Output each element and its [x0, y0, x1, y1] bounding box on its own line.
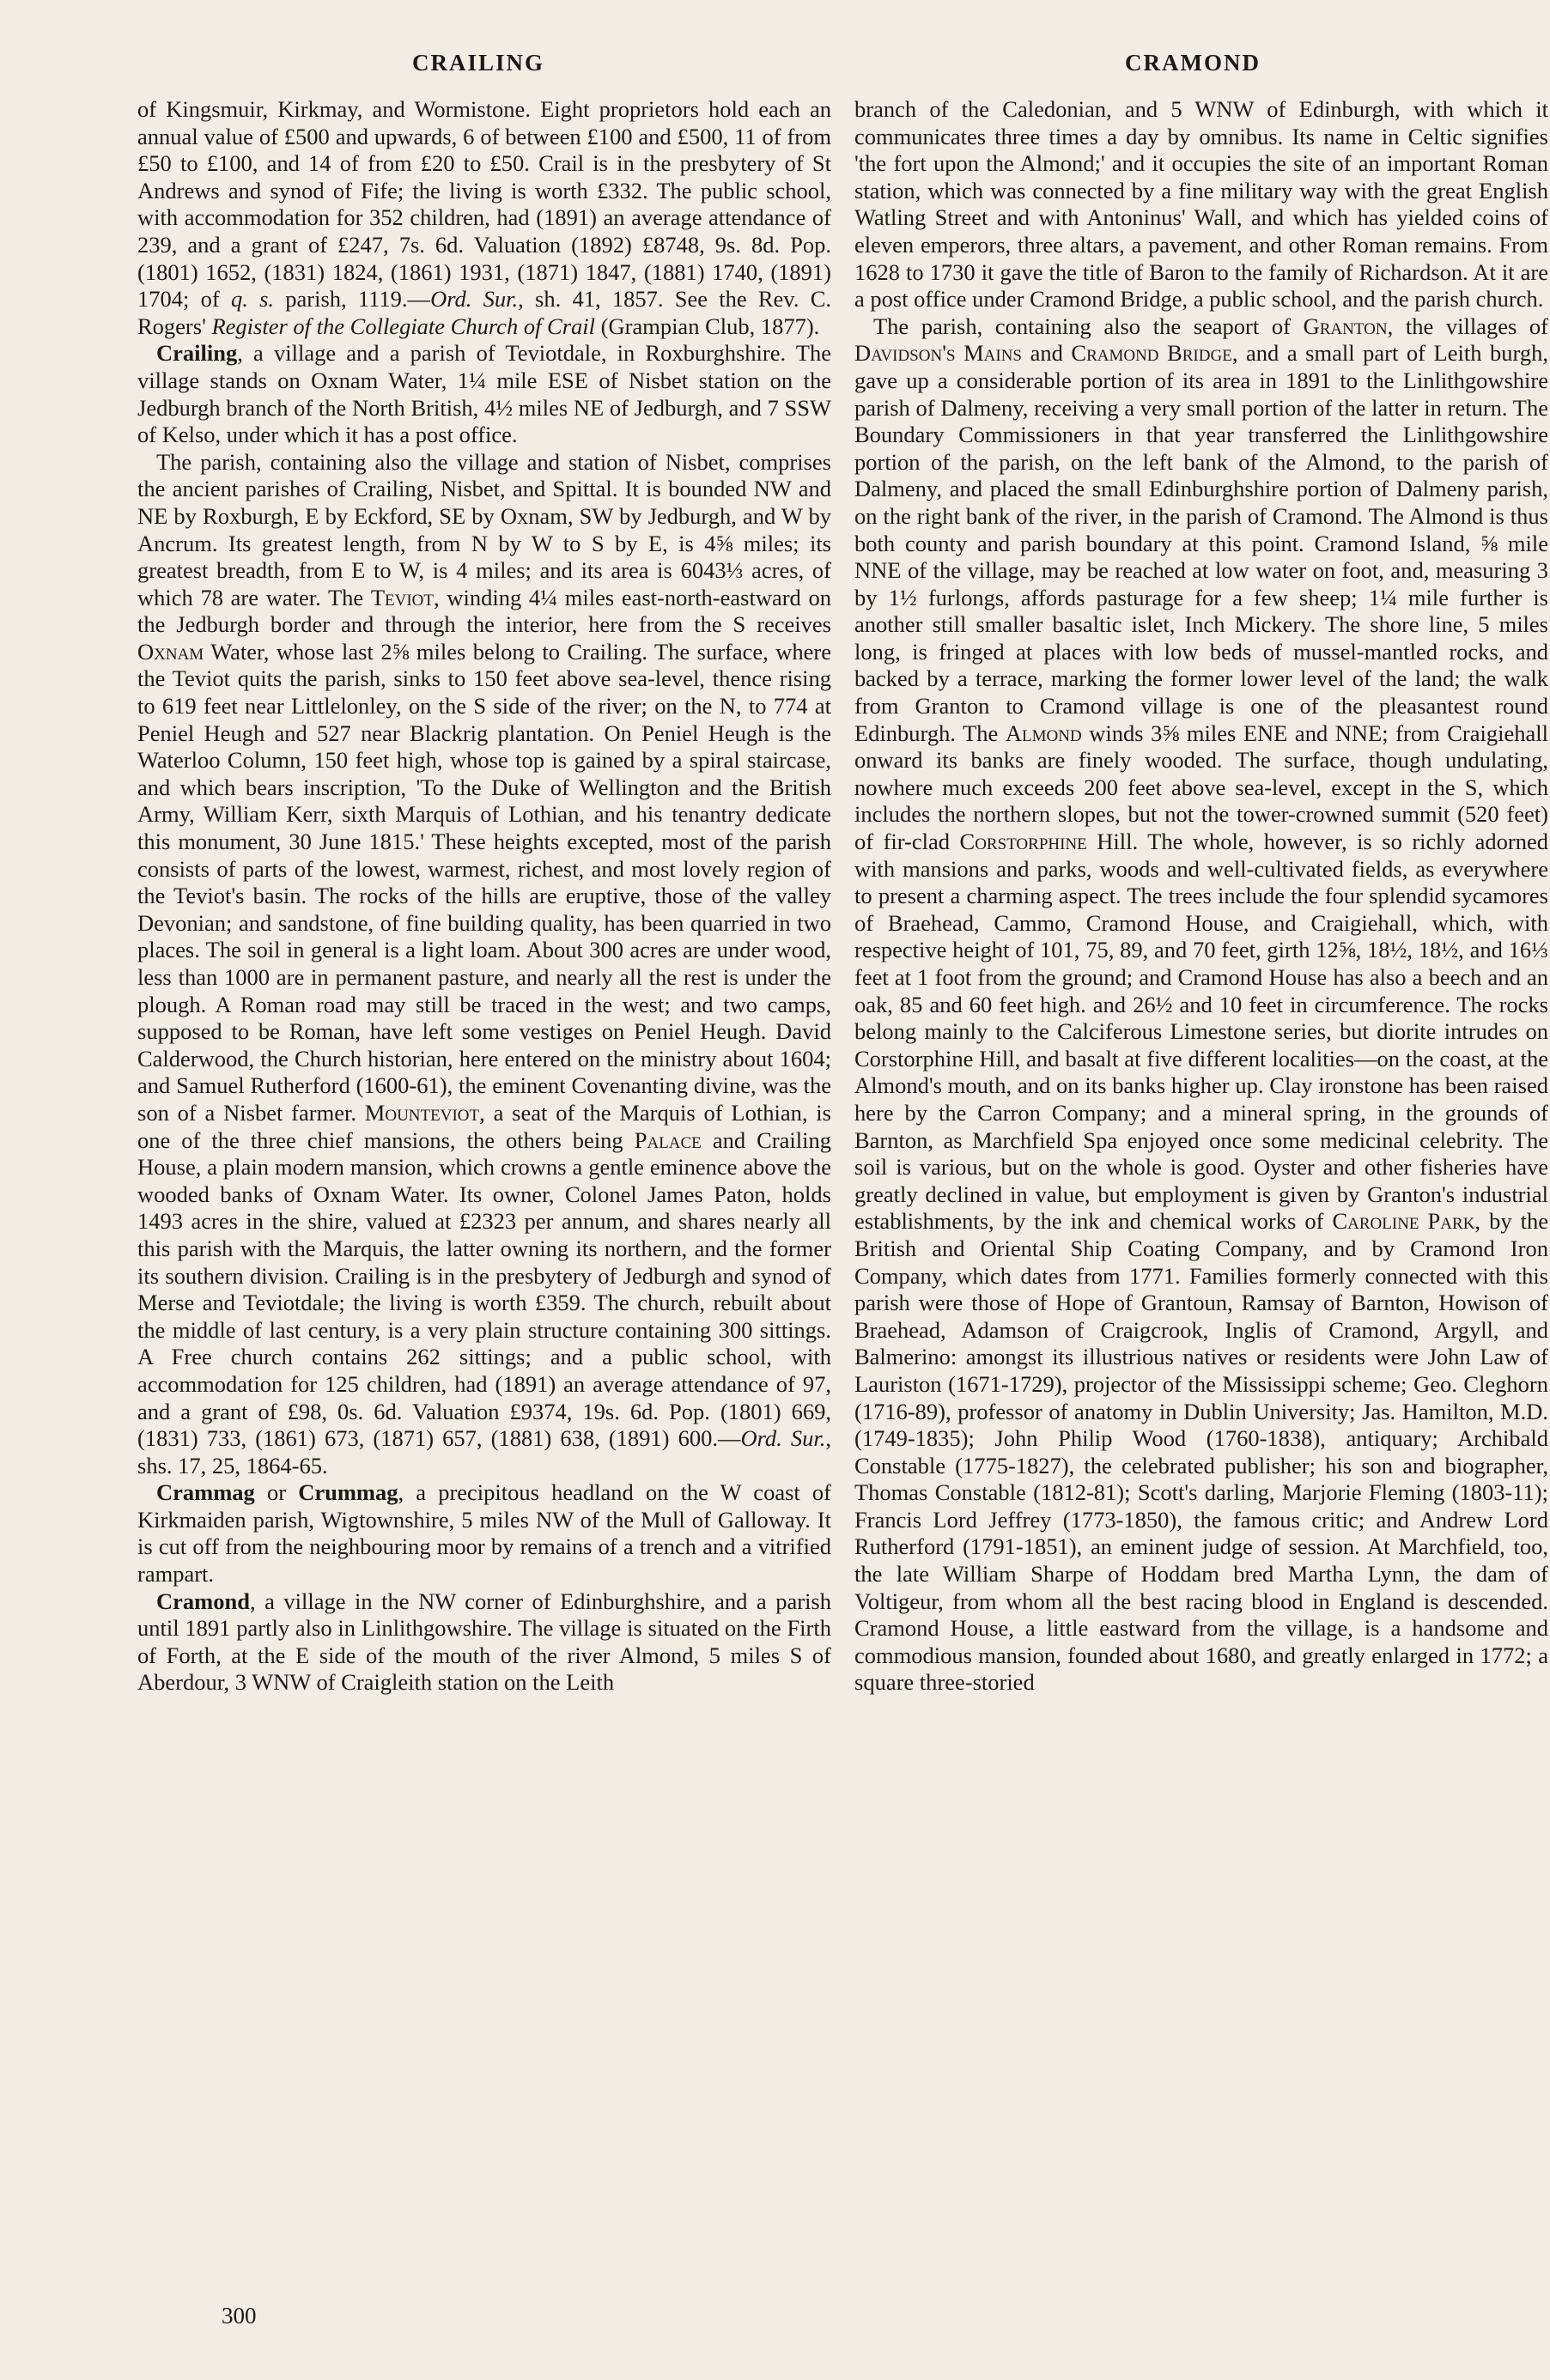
text-run: , a village in the NW corner of Edinburghshire, and a parish until 1891 partly also in Linlithgowshire. The village is situated on the Firth of Forth, at the E side of the mouth of the river Almond, 5 miles S of Aberdour, 3 WNW of Craigleith station on the Leith: [137, 1588, 831, 1696]
entry-headword: Crummag: [298, 1479, 398, 1506]
text-run: Palace: [634, 1126, 702, 1153]
text-run: Hill. The whole, however, is so richly adorned with mansions and parks, woods and well-cultivated fields, as everywhere to present a charming aspect. The trees include the four splendid sycamores of Braehead, Cammo, Cramond House, and Craigiehall, which, with respective height of 101, 75, 89, and 70 feet, girth 12⅝, 18½, 18½, and 16⅓ feet at 1 foot from the ground; and Cramond House has also a beech and an oak, 85 and 60 feet high. and 26½ and 10 feet in circumference. The rocks belong mainly to the Calciferous Limestone series, but diorite intrudes on Corstorphine Hill, and basalt at five different localities—on the coast, at the Almond's mouth, and on its banks higher up. Clay ironstone has been raised here by the Carron Company; and a mineral spring, in the grounds of Barnton, as Marchfield Spa enjoyed once some medicinal celebrity. The soil is various, but on the whole is good. Oyster and other fisheries have greatly declined in value, but employment is given by Granton's industrial establishments, by the ink and chemical works of: [854, 829, 1548, 1235]
text-run: Almond: [1005, 719, 1082, 746]
entry-headword: Crammag: [156, 1479, 255, 1506]
text-run: , sh. 41, 1857. See the Rev. C. Rogers': [137, 286, 831, 339]
text-run: , a seat of the Marquis of Lothian, is one of the three chief mansions, the others being: [137, 1099, 831, 1153]
text-run: Cramond Bridge: [1071, 340, 1232, 367]
text-run: Davidson's Mains: [854, 340, 1022, 367]
paragraph: [137, 96, 831, 340]
running-head-right: CRAMOND: [1125, 50, 1261, 76]
text-run: Corstorphine: [959, 829, 1087, 855]
text-run: branch of the Caledonian, and 5 WNW of Edinburgh, with which it communicates three times a day by omnibus. Its name in Celtic signifies 'the fort upon the Almond;' and it occupies the site of an important Roman station, which was connected by a fine military way with the great English Watling Street and with Antoninus' Wall, and which has yielded coins of eleven emperors, three altars, a pavement, and other Roman remains. From 1628 to 1730 it gave the title of Baron to the family of Richardson. At it are a post office under Cramond Bridge, a public school, and the parish church.: [854, 96, 1548, 313]
text-run: q. s.: [230, 286, 275, 313]
text-run: Register of the Collegiate Church of Crail: [211, 313, 596, 339]
text-run: , shs. 17, 25, 1864-65.: [137, 1425, 832, 1478]
running-head-left: CRAILING: [412, 50, 545, 76]
paragraph: [854, 313, 1548, 1697]
text-run: and Crailing House, a plain modern mansion, which crowns a gentle eminence above the wooded banks of Oxnam Water. Its owner, Colonel James Paton, holds 1493 acres in the shire, valued at £2323 per annum, and shares nearly all this parish with the Marquis, the latter owning its northern, and the former its southern division. Crailing is in the presbytery of Jedburgh and synod of Merse and Teviotdale; the living is worth £359. The church, rebuilt about the middle of last century, is a very plain structure containing 300 sittings. A Free church contains 262 sittings; and a public school, with accommodation for 125 children, had (1891) an average attendance of 97, and a grant of £98, 0s. 6d. Valuation £9374, 19s. 6d. Pop. (1801) 669, (1831) 733, (1861) 673, (1871) 657, (1881) 638, (1891) 600.—: [137, 1126, 831, 1452]
text-run: , winding 4¼ miles east-north-eastward on the Jedburgh border and through the interior, here from the S receives: [137, 584, 831, 638]
left-column: [137, 96, 831, 1697]
text-run: or: [254, 1479, 299, 1506]
text-run: Water, whose last 2⅝ miles belong to Crailing. The surface, where the Teviot quits the parish, sinks to 150 feet above sea-level, thence rising to 619 feet near Littlelonley, on the S side of the river; on the N, to 774 at Peniel Heugh and 527 near Blackrig plantation. On Peniel Heugh is the Waterloo Column, 150 feet high, whose top is gained by a spiral staircase, and which bears inscription, 'To the Duke of Wellington and the British Army, William Kerr, sixth Marquis of Lothian, and his tenantry dedicate this monument, 30 June 1815.' These heights excepted, most of the parish consists of parts of the lowest, warmest, richest, and most lovely region of the Teviot's basin. The rocks of the hills are eruptive, those of the valley Devonian; and sandstone, of fine building quality, has been quarried in two places. The soil in general is a light loam. About 300 acres are under wood, less than 1000 are in permanent pasture, and nearly all the rest is under the plough. A Roman road may still be traced in the west; and two camps, supposed to be Roman, have left some vestiges on Peniel Heugh. David Calderwood, the Church historian, here entered on the ministry about 1604; and Samuel Rutherford (1600-61), the eminent Covenanting divine, was the son of a Nisbet farmer.: [137, 638, 831, 1126]
text-run: parish, 1119.—: [274, 286, 431, 313]
text-run: , a precipitous headland on the W coast of Kirkmaiden parish, Wigtownshire, 5 miles NW of the Mull of Galloway. It is cut off from the neighbouring moor by remains of a trench and a vitrified rampart.: [137, 1479, 831, 1588]
text-run: winds 3⅝ miles ENE and NNE; from Craigiehall onward its banks are finely wooded. The surface, though undulating, nowhere much exceeds 200 feet above sea-level, except in the S, which includes the northern slopes, but not the tower-crowned summit (520 feet) of fir-clad: [854, 719, 1548, 855]
right-column: [854, 96, 1548, 1697]
text-run: Teviot: [370, 584, 435, 610]
text-run: Mounteviot: [364, 1099, 480, 1126]
text-run: of Kingsmuir, Kirkmay, and Wormistone. Eight proprietors hold each an annual value of £500 and upwards, 6 of between £100 and £500, 11 of from £50 to £100, and 14 of from £20 to £50. Crail is in the presbytery of St Andrews and synod of Fife; the living is worth £332. The public school, with accommodation for 352 children, had (1891) an average attendance of 239, and a grant of £247, 7s. 6d. Valuation (1892) £8748, 9s. 8d. Pop. (1801) 1652, (1831) 1824, (1861) 1931, (1871) 1847, (1881) 1740, (1891) 1704; of: [137, 96, 831, 313]
text-run: , and a small part of Leith burgh, gave up a considerable portion of its area in 1891 to the Linlithgowshire parish of Dalmeny, receiving a very small portion of the latter in return. The Boundary Commissioners in that year transferred the Linlithgowshire portion of the parish, on the left bank of the Almond, to the parish of Dalmeny, and placed the small Edinburghshire portion of Dalmeny parish, on the right bank of the river, in the parish of Cramond. The Almond is thus both county and parish boundary at this point. Cramond Island, ⅝ mile NNE of the village, may be reached at low water on foot, and, measuring 3 by 1½ furlongs, affords pasturage for a few sheep; 1¼ mile further is another still smaller basaltic islet, Inch Mickery. The shore line, 5 miles long, is fringed at places with low beds of mussel-mantled rocks, and backed by a terrace, marking the former lower level of the land; the walk from Granton to Cramond village is one of the pleasantest round Edinburgh. The: [854, 340, 1548, 746]
text-run: Granton: [1303, 313, 1388, 339]
page-number: 300: [222, 2303, 257, 2328]
text-run: (Grampian Club, 1877).: [595, 313, 820, 339]
paragraph: [854, 96, 1548, 313]
text-run: Ord. Sur.: [430, 286, 519, 313]
text-run: , by the British and Oriental Ship Coating Company, and by Cramond Iron Company, which dates from 1771. Families formerly connected with this parish were those of Hope of Grantoun, Ramsay of Barnton, Howison of Braehead, Adamson of Craigcrook, Inglis of Cramond, Argyll, and Balmerino: amongst its illustrious natives or residents were John Law of Lauriston (1671-1729), projector of the Mississippi scheme; Geo. Cleghorn (1716-89), professor of anatomy in Dublin University; Jas. Hamilton, M.D. (1749-1835); John Philip Wood (1760-1838), antiquary; Archibald Constable (1775-1827), the celebrated publisher; his son and biographer, Thomas Constable (1812-81); Scott's darling, Marjorie Fleming (1803-11); Francis Lord Jeffrey (1773-1850), the famous critic; and Andrew Lord Rutherford (1791-1851), an eminent judge of session. At Marchfield, too, the late William Sharpe of Hoddam bred Martha Lynn, the dam of Voltigeur, from whom all the best racing blood in England is descended. Cramond House, a little eastward from the village, is a handsome and commodious mansion, founded about 1680, and greatly enlarged in 1772; a square three-storied: [854, 1208, 1549, 1696]
text-run: and: [1022, 340, 1072, 367]
entry-headword: Crailing: [156, 340, 238, 367]
text-run: Ord. Sur.: [740, 1425, 826, 1452]
paragraph: [137, 449, 831, 1480]
text-run: The parish, containing also the village and station of Nisbet, comprises the ancient parishes of Crailing, Nisbet, and Spittal. It is bounded NW and NE by Roxburgh, E by Eckford, SE by Oxnam, SW by Jedburgh, and W by Ancrum. Its greatest length, from N by W to S by E, is 4⅝ miles; its greatest breadth, from E to W, is 4 miles; and its area is 6043⅓ acres, of which 78 are water. The: [137, 448, 831, 610]
paragraph: [137, 340, 831, 448]
text-run: , the villages of: [1387, 313, 1549, 339]
entry-headword: Cramond: [156, 1588, 250, 1614]
paragraph: [137, 1479, 831, 1588]
text-run: Oxnam: [137, 638, 204, 665]
text-run: The parish, containing also the seaport of: [873, 313, 1304, 339]
paragraph: [137, 1588, 831, 1697]
text-run: , a village and a parish of Teviotdale, in Roxburghshire. The village stands on Oxnam Water, 1¼ mile ESE of Nisbet station on the Jedburgh branch of the North British, 4½ miles NE of Jedburgh, and 7 SSW of Kelso, under which it has a post office.: [137, 340, 831, 448]
text-run: Caroline Park: [1332, 1208, 1475, 1235]
